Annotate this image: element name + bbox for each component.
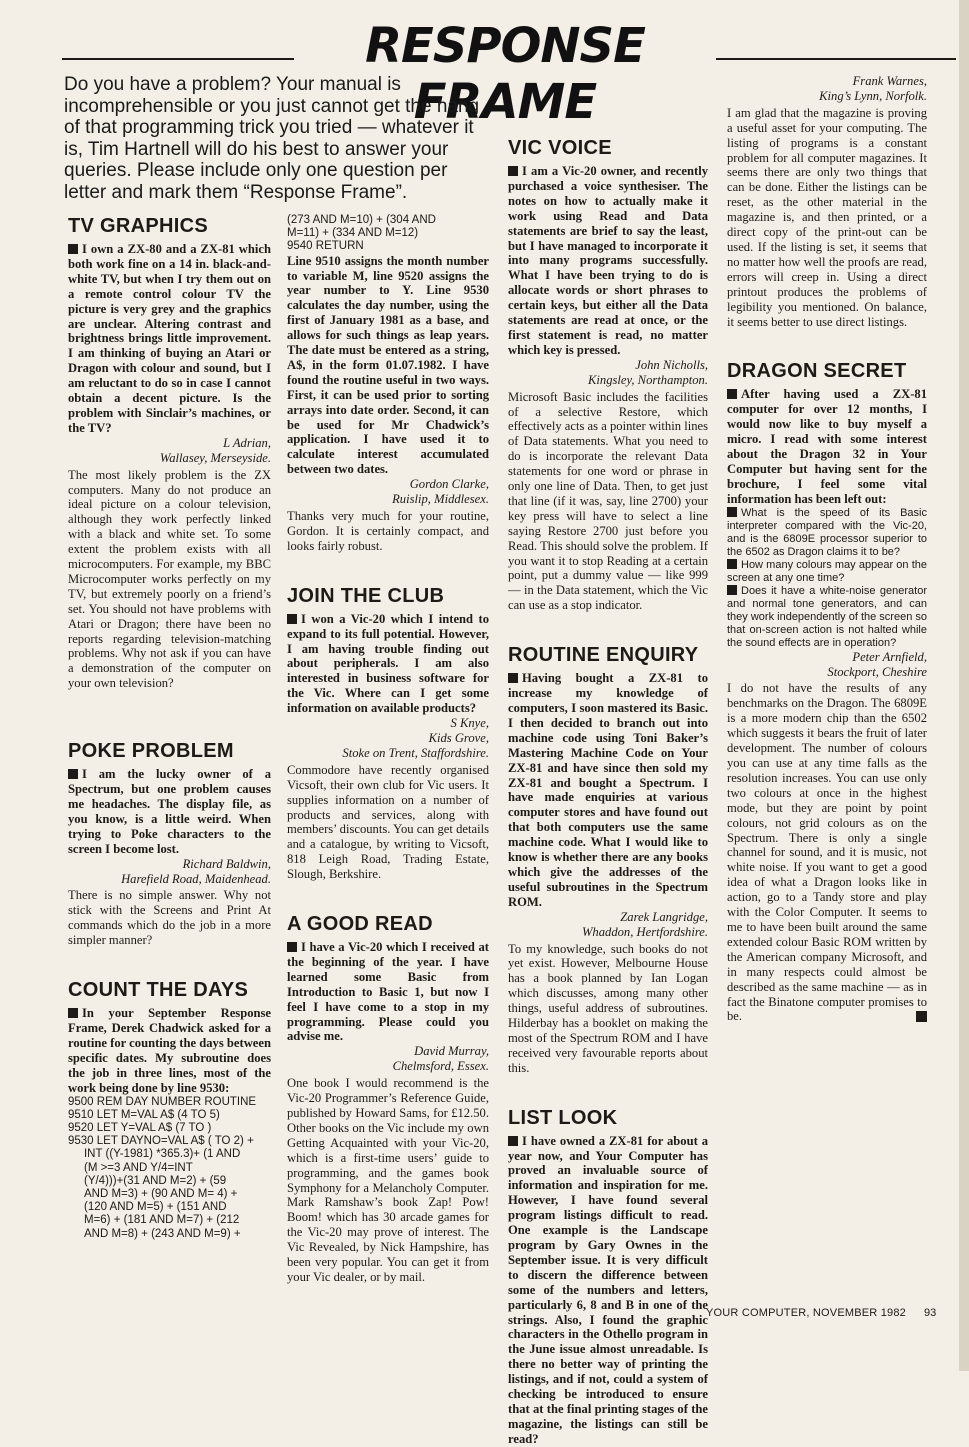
question-1: What is the speed of its Basic interpreter compared with the Vic-20, and is the 6809E processor superior to the 6502 as Dragon claims it to be? [727,506,927,558]
signature-place: Kingsley, Northampton. [588,372,708,387]
question-3: Does it have a white-noise generator and normal tone generators, and can they work independently of the screen so that on-screen action is not halted while the sound effects are in operation? [727,584,927,649]
signature-name: Frank Warnes, [852,74,927,88]
signature-place: Chelmsford, Essex. [392,1059,489,1074]
reply-a-good-read: One book I would recommend is the Vic-20 Programmer’s Reference Guide, published by Howard Sams, for £12.50. Other books on the Vic include my own Getting Acquainted with your Vic-20, which is a first-time users’ guide to programming, and the games book Symphony for a Melancholy Computer. Mark Ramshaw’s book Zap! Pow! Boom! which has 30 arcade games for the Vic-20 may prove of interest. The Vic Revealed, by Nick Hampshire, has been very popular. You can get it from your Vic dealer, or by mail. [287,1076,489,1284]
heading-vic-voice: VIC VOICE [508,137,612,159]
signature-name: Zarek Langridge, [620,909,708,924]
bullet-icon [508,1136,518,1146]
signature-place: Harefield Road, Maidenhead. [121,871,271,886]
heading-routine-enquiry: ROUTINE ENQUIRY [508,644,699,667]
heading-tv-graphics: TV GRAPHICS [68,215,208,237]
reply-join-the-club: Commodore have recently organised Vicsoft, their own club for Vic users. It supplies information on a number of products and services, along with members’ discounts. You can get details and a catalogue, by writing to Vicsoft, 818 Leigh Road, Trading Estate, Slough, Berkshire. [287,762,489,882]
heading-count-the-days: COUNT THE DAYS [68,979,249,1002]
letter-count-the-days-continued: Line 9510 assigns the month number to variable M, line 9520 assigns the year number to Y. Line 9530 calculates the day number, using the first of January 1981 as a base, and allows for such things as leap years. The date must be entered as a string, A$, in the form 01.07.1982. I have found the routine useful in two ways. First, it can be used prior to sorting arrays into date order. Second, it can be used for Mr Chadwick’s application. I have used it to calculate interest accumulated between two dates. [287,253,489,477]
bullet-icon [727,585,737,595]
bullet-icon [287,614,297,624]
signature-place: King’s Lynn, Norfolk. [819,88,927,103]
signature-name: John Nicholls, [635,357,708,372]
heading-join-the-club: JOIN THE CLUB [287,584,445,607]
signature-name: Richard Baldwin, [182,856,271,871]
end-mark-icon [916,1011,927,1022]
page-edge [959,0,969,1371]
reply-vic-voice: Microsoft Basic includes the facilities of a selective Restore, which effectively acts as a pointer within lines of Data statements. What you need to do is incorporate the relevant Data statements for one word or phrase in only one line of Data. Then, to get just that line (if it was, say, line 2700) your key press will have to select a line saying Restore 2700 just before you Read. This should solve the problem. If you want it to stop Reading at a certain point, put a dummy value — like 999 — in the Data statement, which the Vic can use as a stop indicator. [508,389,708,613]
header-rule-left [62,58,294,60]
intro-paragraph: Do you have a problem? Your manual is incomprehensible or you just cannot get the hang of that programming trick you tried — whatever it is, Tim Hartnell will do his best to answer your queries. Please include only one question per letter and mark them “Response Frame”. [64,74,480,203]
page-title: RESPONSE FRAME [365,18,645,130]
bullet-icon [68,244,78,254]
reply-routine-enquiry: To my knowledge, such books do not yet exist. However, Melbourne House has a book planned by Ian Logan which discusses, among many other things, useful address of subroutines. Hilderbay has a booklet on making the most of the Spectrum ROM and I have received very favourable reports about this. [508,941,708,1075]
reply-poke-problem: There is no simple answer. Why not stick with the Screens and Print At commands which do the job in a more simpler manner? [68,888,271,948]
heading-dragon-secret: DRAGON SECRET [727,360,907,383]
reply-list-look: I am glad that the magazine is proving a useful asset for your computing. The listing of programs is a constant problem for all computer magazines. It seems there are only two things that can be done. Either the listings can be reset, as the other material in the magazine is, and then printed, or a direct copy of the print-out can be used. If the listing is set, it seems that no matter how well the proofs are read, errors will creep in. Using a direct printout produces the problems of legibility you mentioned. On balance, it seems better to use direct listings. [727,105,927,329]
signature-place: Wallasey, Merseyside. [159,450,271,465]
column-3 [508,136,708,1447]
signature-place: Kids Grove, [428,730,489,745]
bullet-icon [287,942,297,952]
footer-publication: YOUR COMPUTER, NOVEMBER 1982 [706,1307,906,1319]
heading-a-good-read: A GOOD READ [287,913,433,936]
reply-dragon-secret: I do not have the results of any benchmarks on the Dragon. The 6809E is a more modern chip than the 6502 which suggests it bears the fruit of later development. The number of colours you can use at any time falls as the resolution increases. You can use only two colours at once in the highest mode, but they are point by point colours, not grid colours as on the Spectrum. There is only a single channel for sound, and it is music, not white noise. If you want to get a good idea of what a Dragon looks like in action, go to a Tandy store and play with the Color Computer. It seems to me to have been built around the same extended colour Basic ROM written by the American company Microsoft, and in many respects could almost be described as the same machine — as in fact the Binatone computer promises to be. [727,681,927,1024]
bullet-icon [68,769,78,779]
signature-name: L Adrian, [223,435,271,450]
letter-count-the-days: In your September Response Frame, Derek Chadwick asked for a routine for counting the days between specific dates. My subroutine does the job in three lines, most of the work being done by line 9530: [68,1006,271,1095]
signature-place: Ruislip, Middlesex. [392,492,489,507]
column-2 [287,214,489,1285]
reply-count-the-days: Thanks very much for your routine, Gordon. It is certainly compact, and looks fairly robust. [287,509,489,553]
signature-name: S Knye, [450,716,489,731]
letter-a-good-read: I have a Vic-20 which I received at the beginning of the year. I have learned some Basic from Introduction to Basic 1, but now I feel I have come to a stop in my programming. Please could you advise me. [287,940,489,1044]
bullet-icon [727,507,737,517]
signature-name: Peter Arnfield, [852,649,927,664]
bullet-icon [508,673,518,683]
letter-poke-problem: I am the lucky owner of a Spectrum, but one problem causes me headaches. The display file, as you know, is a little weird. When trying to Poke characters to the screen I become lost. [68,767,271,856]
bullet-icon [508,166,518,176]
letter-join-the-club: I won a Vic-20 which I intend to expand to its full potential. However, I am having trouble finding out about peripherals. I am also interested in business software for the Vic. Where can I get some information on available products? [287,611,489,716]
page-number: 93 [924,1307,937,1319]
letter-vic-voice: I am a Vic-20 owner, and recently purchased a voice synthesiser. The notes on how to actually make it work using Read and Data statements are brief to say the least, but I have managed to incorporate it into many programs successfully. What I have been trying to do is allocate words or short phrases to certain keys, but either all the Data statements are read at once, or the first statement is read, no matter which key is pressed. [508,164,708,357]
bullet-icon [727,389,737,399]
column-1 [68,214,271,1241]
code-listing-continued: (273 AND M=10) + (304 AND M=11) + (334 AND M=12) 9540 RETURN [287,214,436,253]
heading-list-look: LIST LOOK [508,1106,618,1129]
signature-place: Stockport, Cheshire [827,664,927,679]
letter-dragon-secret: After having used a ZX-81 computer for over 12 months, I would now like to buy myself a micro. I read with some interest about the Dragon 32 in Your Computer but having sent for the brochure, I feel some vital information has been left out: [727,387,927,506]
code-listing: 9500 REM DAY NUMBER ROUTINE 9510 LET M=VAL A$ (4 TO 5) 9520 LET Y=VAL A$ (7 TO ) 9530 LET DAYNO=VAL A$ ( TO 2) + INT ((Y-1981) *365.3)+ (1 AND (M >=3 AND Y/4=INT (Y/4)))+(31 AND M=2) + (59 AND M=3) + (90 AND M= 4) + (120 AND M=5) + (151 AND M=6) + (181 AND M=7) + (212 AND M=8) + (243 AND M=9) + [68,1095,257,1240]
signature-name: David Murray, [414,1044,489,1059]
signature-place-2: Stoke on Trent, Staffordshire. [342,745,489,760]
reply-tv-graphics: The most likely problem is the ZX computers. Many do not produce an ideal picture on a colour television, although they work perfectly linked with a black and white set. To some extent the problem exists with all microcomputers. For example, my BBC Microcomputer works perfectly on my TV, but extremely poorly on a friend’s set. You should not have problems with Atari or Dragon; there have been no reports regarding television-matching problems. Why not ask if you can have a demonstration of the computer on your own television? [68,467,271,691]
header-rule-right [716,58,956,60]
column-4 [727,74,927,1024]
signature-place: Whaddon, Hertfordshire. [581,924,708,939]
bullet-icon [727,559,737,569]
heading-poke-problem: POKE PROBLEM [68,740,234,763]
letter-list-look: I have owned a ZX-81 for about a year now, and Your Computer has proved an invaluable source of information and inspiration for me. However, I have found several program listings difficult to read. One example is the Landscape program by Gary Ownes in the September issue. It is very difficult to discern the difference between some of the numbers and letters, particularly 6, 8 and B in one of the strings. Also, I found the graphic characters in the Othello program in the June issue almost unreadable. Is there no better way of printing the listings, and if not, could a system of checking be introduced to ensure that at the final printing stages of the magazine, the listings can still be read? [508,1133,708,1446]
letter-routine-enquiry: Having bought a ZX-81 to increase my knowledge of computers, I soon mastered its Basic. I then decided to branch out into machine code using Toni Baker’s Mastering Machine Code on Your ZX-81 and have since then sold my ZX-81 and bought a Spectrum. I have made enquiries at various computer stores and have found out that both computers use the same machine code. What I would like to know is whether there are any books which give the addresses of the useful subroutines in the Spectrum ROM. [508,671,708,909]
signature-name: Gordon Clarke, [409,477,489,492]
letter-tv-graphics: I own a ZX-80 and a ZX-81 which both work fine on a 14 in. black-and-white TV, but when I try them out on a remote control colour TV the picture is very grey and the graphics are unclear. Altering contrast and brightness brings little improvement. I am thinking of buying an Atari or Dragon with colour and sound, but I am reluctant to do so in case I cannot obtain a decent picture. Is the problem with Sinclair’s machines, or the TV? [68,242,271,435]
question-2: How many colours may appear on the screen at any one time? [727,558,927,584]
bullet-icon [68,1008,78,1018]
